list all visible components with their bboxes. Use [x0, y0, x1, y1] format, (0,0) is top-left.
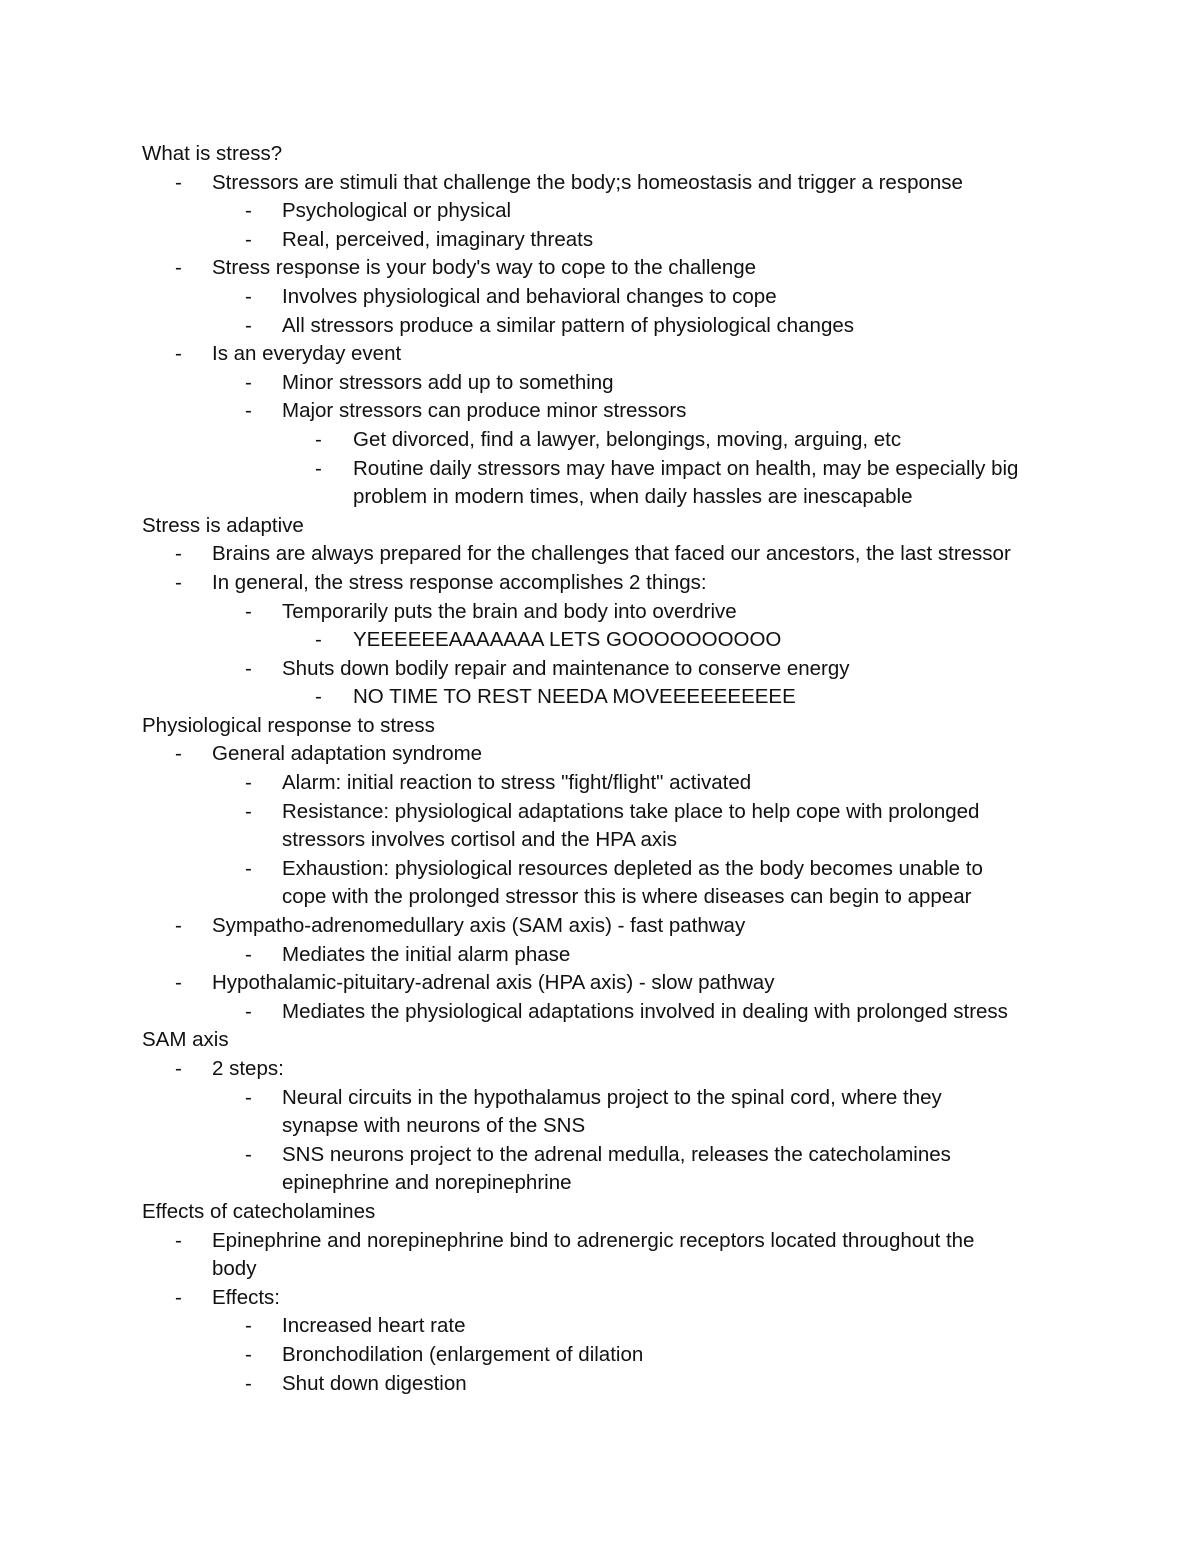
list-item	[0, 254, 1200, 283]
bullet-dash-icon: -	[175, 1285, 182, 1309]
list-item	[0, 1141, 1200, 1170]
list-item	[0, 455, 1200, 484]
list-item	[0, 197, 1200, 226]
bullet-dash-icon: -	[175, 542, 182, 566]
list-item	[0, 740, 1200, 769]
list-item-text: Shut down digestion	[282, 1371, 467, 1395]
list-item-continuation	[0, 1169, 1200, 1198]
list-item	[0, 998, 1200, 1027]
list-item-text: Epinephrine and norepinephrine bind to adrenergic receptors located throughout the	[212, 1228, 975, 1252]
list-item-text: Get divorced, find a lawyer, belongings, moving, arguing, etc	[353, 427, 902, 451]
list-item	[0, 941, 1200, 970]
list-item	[0, 655, 1200, 684]
list-item-text: Sympatho-adrenomedullary axis (SAM axis) - fast pathway	[212, 914, 746, 938]
bullet-dash-icon: -	[245, 199, 252, 223]
list-item-text: Temporarily puts the brain and body into overdrive	[282, 599, 737, 623]
list-item	[0, 1312, 1200, 1341]
bullet-dash-icon: -	[245, 1142, 252, 1166]
bullet-dash-icon: -	[245, 1371, 252, 1395]
list-item-text: NO TIME TO REST NEEDA MOVEEEEEEEEEE	[353, 685, 796, 709]
list-item-continuation	[0, 883, 1200, 912]
bullet-dash-icon: -	[175, 170, 182, 194]
bullet-dash-icon: -	[175, 971, 182, 995]
list-item-text: Brains are always prepared for the challenges that faced our ancestors, the last stressor	[212, 542, 1011, 566]
bullet-dash-icon: -	[175, 256, 182, 280]
list-item-text: body	[212, 1257, 257, 1281]
bullet-dash-icon: -	[245, 599, 252, 623]
bullet-dash-icon: -	[175, 1057, 182, 1080]
bullet-dash-icon: -	[315, 628, 322, 652]
list-item-text: Stress response is your body's way to cope to the challenge	[212, 256, 757, 280]
bullet-dash-icon: -	[245, 1342, 252, 1366]
list-item	[0, 369, 1200, 398]
bullet-dash-icon: -	[175, 742, 182, 766]
list-item-text: Major stressors can produce minor stressors	[282, 399, 687, 423]
list-item-text: Stressors are stimuli that challenge the body;s homeostasis and trigger a response	[212, 170, 963, 194]
bullet-dash-icon: -	[175, 342, 182, 366]
list-item-text: cope with the prolonged stressor this is where diseases can begin to appear	[282, 885, 972, 909]
list-item	[0, 283, 1200, 312]
list-item-text: Bronchodilation (enlargement of dilation	[282, 1342, 644, 1366]
bullet-dash-icon: -	[315, 685, 322, 709]
bullet-dash-icon: -	[175, 570, 182, 594]
section-heading: SAM axis	[142, 1028, 229, 1052]
list-item-text: In general, the stress response accomplishes 2 things:	[212, 570, 707, 594]
list-item-continuation	[0, 483, 1200, 512]
list-item-text: Exhaustion: physiological resources depleted as the body becomes unable to	[282, 856, 983, 880]
list-item	[0, 912, 1200, 941]
list-item-text: SNS neurons project to the adrenal medulla, releases the catecholamines	[282, 1142, 951, 1166]
list-item-text: Real, perceived, imaginary threats	[282, 227, 594, 251]
list-item-text: Increased heart rate	[282, 1314, 466, 1338]
list-item	[0, 1284, 1200, 1313]
list-item-text: Routine daily stressors may have impact on health, may be especially big	[353, 456, 1019, 480]
list-item	[0, 312, 1200, 341]
list-item	[0, 169, 1200, 198]
bullet-dash-icon: -	[245, 1314, 252, 1338]
list-item-continuation	[0, 1112, 1200, 1141]
list-item	[0, 1341, 1200, 1370]
list-item-text: Mediates the physiological adaptations involved in dealing with prolonged stress	[282, 999, 1008, 1023]
list-item-text: synapse with neurons of the SNS	[282, 1114, 586, 1138]
list-item-text: 2 steps:	[212, 1057, 284, 1080]
list-item-continuation	[0, 826, 1200, 855]
list-item	[0, 626, 1200, 655]
section-heading: Physiological response to stress	[142, 713, 435, 737]
bullet-dash-icon: -	[245, 856, 252, 880]
bullet-dash-icon: -	[245, 313, 252, 337]
list-item	[0, 1055, 1200, 1084]
list-item-text: All stressors produce a similar pattern of physiological changes	[282, 313, 854, 337]
bullet-dash-icon: -	[315, 456, 322, 480]
section-heading: Stress is adaptive	[142, 513, 304, 537]
list-item	[0, 426, 1200, 455]
list-item-text: Alarm: initial reaction to stress "fight/flight" activated	[282, 771, 752, 795]
list-item	[0, 683, 1200, 712]
bullet-dash-icon: -	[245, 399, 252, 423]
list-item-text: Effects:	[212, 1285, 280, 1309]
list-item-text: General adaptation syndrome	[212, 742, 483, 766]
section-heading: What is stress?	[142, 142, 283, 165]
list-item	[0, 226, 1200, 255]
bullet-dash-icon: -	[175, 914, 182, 938]
list-item-text: Neural circuits in the hypothalamus project to the spinal cord, where they	[282, 1085, 942, 1109]
list-item	[0, 969, 1200, 998]
list-item-text: Involves physiological and behavioral changes to cope	[282, 284, 777, 308]
bullet-dash-icon: -	[175, 1228, 182, 1252]
list-item	[0, 340, 1200, 369]
list-item	[0, 540, 1200, 569]
bullet-dash-icon: -	[245, 771, 252, 795]
section-heading: Effects of catecholamines	[142, 1199, 376, 1223]
list-item-text: Mediates the initial alarm phase	[282, 942, 571, 966]
list-item	[0, 855, 1200, 884]
list-item-text: Psychological or physical	[282, 199, 512, 223]
list-item	[0, 1084, 1200, 1113]
bullet-dash-icon: -	[245, 1085, 252, 1109]
list-item-text: problem in modern times, when daily hassles are inescapable	[353, 485, 913, 509]
list-item	[0, 798, 1200, 827]
bullet-dash-icon: -	[245, 284, 252, 308]
bullet-dash-icon: -	[245, 656, 252, 680]
list-item-text: Resistance: physiological adaptations take place to help cope with prolonged	[282, 799, 980, 823]
list-item	[0, 598, 1200, 627]
bullet-dash-icon: -	[245, 799, 252, 823]
bullet-dash-icon: -	[245, 999, 252, 1023]
bullet-dash-icon: -	[245, 227, 252, 251]
list-item-text: Minor stressors add up to something	[282, 370, 614, 394]
list-item-text: YEEEEEEAAAAAAA LETS GOOOOOOOOOO	[353, 628, 782, 652]
list-item-text: Is an everyday event	[212, 342, 402, 366]
list-item-text: epinephrine and norepinephrine	[282, 1171, 572, 1195]
list-item	[0, 1370, 1200, 1399]
list-item-continuation	[0, 1255, 1200, 1284]
bullet-dash-icon: -	[245, 942, 252, 966]
document-page	[0, 140, 1200, 1398]
list-item	[0, 397, 1200, 426]
bullet-dash-icon: -	[245, 370, 252, 394]
list-item	[0, 1227, 1200, 1256]
list-item-text: Shuts down bodily repair and maintenance to conserve energy	[282, 656, 850, 680]
list-item-text: stressors involves cortisol and the HPA axis	[282, 828, 677, 852]
list-item-text: Hypothalamic-pituitary-adrenal axis (HPA axis) - slow pathway	[212, 971, 775, 995]
bullet-dash-icon: -	[315, 427, 322, 451]
list-item	[0, 769, 1200, 798]
list-item	[0, 569, 1200, 598]
